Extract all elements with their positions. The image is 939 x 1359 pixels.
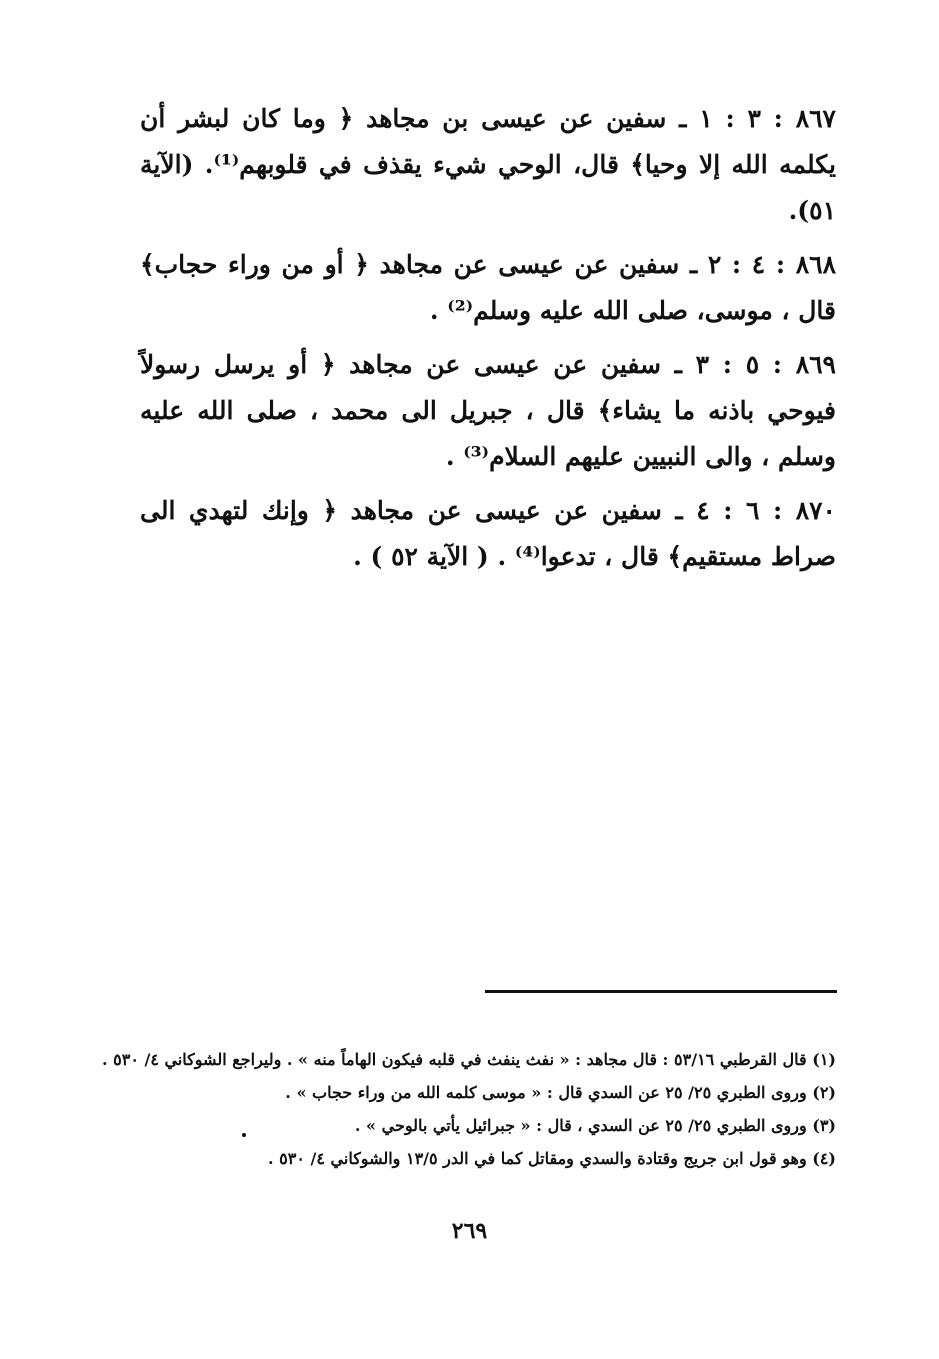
footnote-1: (١) قال القرطبي ٥٣/١٦ : قال مجاهد : « نفث ينفث في قلبه فيكون الهاماً منه » . وليراجع الشوكاني ٤/ ٥٣٠ . bbox=[102, 1050, 836, 1069]
hadith-entry-867: ٨٦٧ : ٣ : ١ ـ سفين عن عيسى بن مجاهد ﴿ وما كان لبشر أن يكلمه الله إلا وحيا﴾ قال، الوحي شيء يقذف في قلوبهم⁽¹⁾. (الآية ٥١). bbox=[140, 104, 836, 225]
footnotes-section bbox=[102, 1043, 836, 1175]
hadith-entry-869: ٨٦٩ : ٥ : ٣ ـ سفين عن عيسى عن مجاهد ﴿ أو يرسل رسولاً فيوحي باذنه ما يشاء﴾ قال ، جبريل الى محمد ، صلى الله عليه وسلم ، والى النبيين عليهم السلام⁽³⁾ . bbox=[140, 350, 836, 471]
hadith-entry-870: ٨٧٠ : ٦ : ٤ ـ سفين عن عيسى عن مجاهد ﴿ وإنك لتهدي الى صراط مستقيم﴾ قال ، تدعوا⁽⁴⁾ . ( الآية ٥٢ ) . bbox=[140, 496, 836, 571]
hadith-entry-868: ٨٦٨ : ٤ : ٢ ـ سفين عن عيسى عن مجاهد ﴿ أو من وراء حجاب﴾ قال ، موسى، صلى الله عليه وسلم⁽²⁾ . bbox=[140, 250, 837, 325]
footnote-2: (٢) وروى الطبري ٢٥/ ٢٥ عن السدي قال : « موسى كلمه الله من وراء حجاب » . bbox=[285, 1083, 836, 1102]
footnote-3: (٣) وروى الطبري ٢٥/ ٢٥ عن السدي ، قال : « جبرائيل يأتي بالوحي » . bbox=[354, 1116, 836, 1135]
footnote-4: (٤) وهو قول ابن جريج وقتادة والسدي ومقاتل كما في الدر ١٣/٥ والشوكاني ٤/ ٥٣٠ . bbox=[268, 1149, 836, 1168]
ink-dot bbox=[242, 1133, 246, 1137]
main-text bbox=[140, 96, 836, 588]
footnote-separator bbox=[485, 990, 837, 993]
page-number: ٢٦٩ bbox=[451, 1218, 488, 1244]
